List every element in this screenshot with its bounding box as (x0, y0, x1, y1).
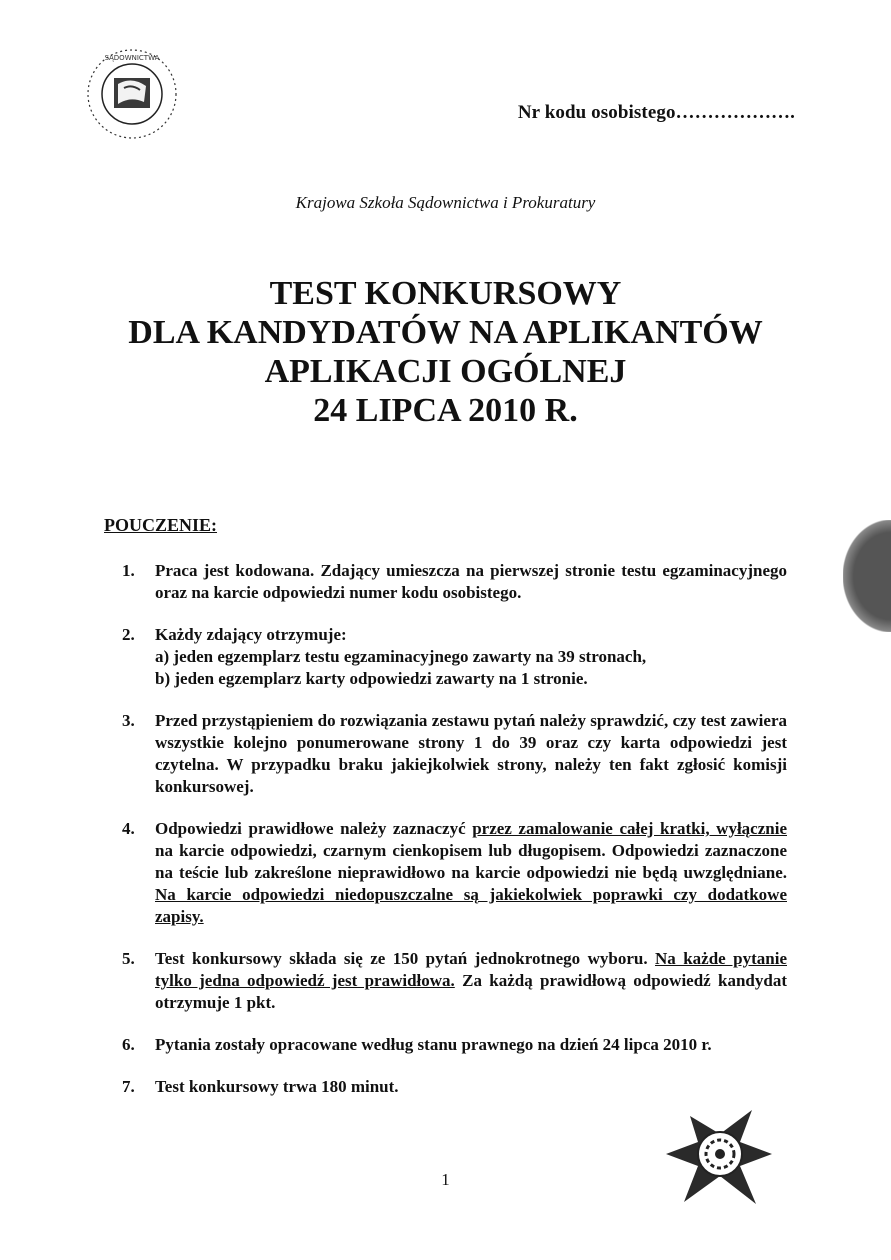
item-number: 7. (122, 1077, 135, 1096)
item-text: Pytania zostały opracowane według stanu prawnego na dzień 24 lipca 2010 r. (155, 1035, 712, 1054)
instruction-item-1 (122, 560, 787, 604)
item-number: 5. (122, 949, 135, 968)
instruction-item-2 (122, 624, 787, 690)
sub-item-a: a) jeden egzemplarz testu egzaminacyjnego zawarty na 39 stronach, (155, 647, 647, 666)
kssip-seal-logo (84, 46, 180, 142)
underlined-text: Na każde pytanie tylko jedna odpowiedź jest prawidłowa. (155, 949, 787, 990)
item-text-part: Test konkursowy składa się ze 150 pytań jednokrotnego wyboru. (155, 949, 656, 968)
title-line-3: APLIKACJI OGÓLNEJ (264, 353, 627, 390)
item-number: 3. (122, 711, 135, 730)
svg-text:SĄDOWNICTWA: SĄDOWNICTWA (104, 54, 160, 62)
underlined-text: Na karcie odpowiedzi niedopuszczalne są jakiekolwiek poprawki czy dodatkowe zapisy. (155, 885, 787, 926)
item-text: Test konkursowy trwa 180 minut. (155, 1077, 399, 1096)
item-text: Przed przystąpieniem do rozwiązania zestawu pytań należy sprawdzić, czy test zawiera wszystkie kolejno ponumerowane strony 1 do 39 oraz czy karta odpowiedzi jest czytelna. W przypadku braku jakiejkolwiek strony, należy ten fakt zgłosić komisji konkursowej. (155, 711, 787, 796)
instruction-item-4 (122, 818, 787, 928)
title-line-4: 24 LIPCA 2010 R. (313, 392, 578, 429)
sub-item-b: b) jeden egzemplarz karty odpowiedzi zawarty na 1 stronie. (155, 669, 588, 688)
instruction-item-6 (122, 1034, 787, 1056)
document-title (0, 274, 891, 430)
item-number: 4. (122, 819, 135, 838)
item-number: 2. (122, 625, 135, 644)
item-text-part: na karcie odpowiedzi, czarnym cienkopisem lub długopisem. Odpowiedzi zaznaczone na teście lub zakreślone nieprawidłowo na karcie odpowiedzi nie będą uwzględniane. (155, 841, 787, 882)
personal-code-field: Nr kodu osobistego………………. (517, 102, 795, 123)
item-intro: Każdy zdający otrzymuje: (155, 625, 347, 644)
instruction-item-7 (122, 1076, 787, 1098)
item-number: 1. (122, 561, 135, 580)
instruction-item-3 (122, 710, 787, 798)
item-number: 6. (122, 1035, 135, 1054)
title-line-2: DLA KANDYDATÓW NA APLIKANTÓW (128, 314, 763, 351)
item-text: Praca jest kodowana. Zdający umieszcza na pierwszej stronie testu egzaminacyjnego oraz na karcie odpowiedzi numer kodu osobistego. (155, 561, 787, 602)
page-number: 1 (441, 1170, 450, 1189)
instruction-item-5 (122, 948, 787, 1014)
round-stamp-emblem (660, 1096, 780, 1216)
item-text-part: Odpowiedzi prawidłowe należy zaznaczyć (155, 819, 473, 838)
underlined-text: przez zamalowanie całej kratki, wyłącznie (472, 819, 787, 838)
title-line-1: TEST KONKURSOWY (269, 275, 622, 312)
scan-edge-mark (843, 520, 891, 632)
instructions-heading: POUCZENIE: (104, 515, 218, 535)
instructions-list (122, 560, 787, 1118)
institution-name: Krajowa Szkoła Sądownictwa i Prokuratury (295, 193, 596, 212)
item-text-part: Za każdą prawidłową odpowiedź kandydat otrzymuje 1 pkt. (155, 971, 787, 1012)
